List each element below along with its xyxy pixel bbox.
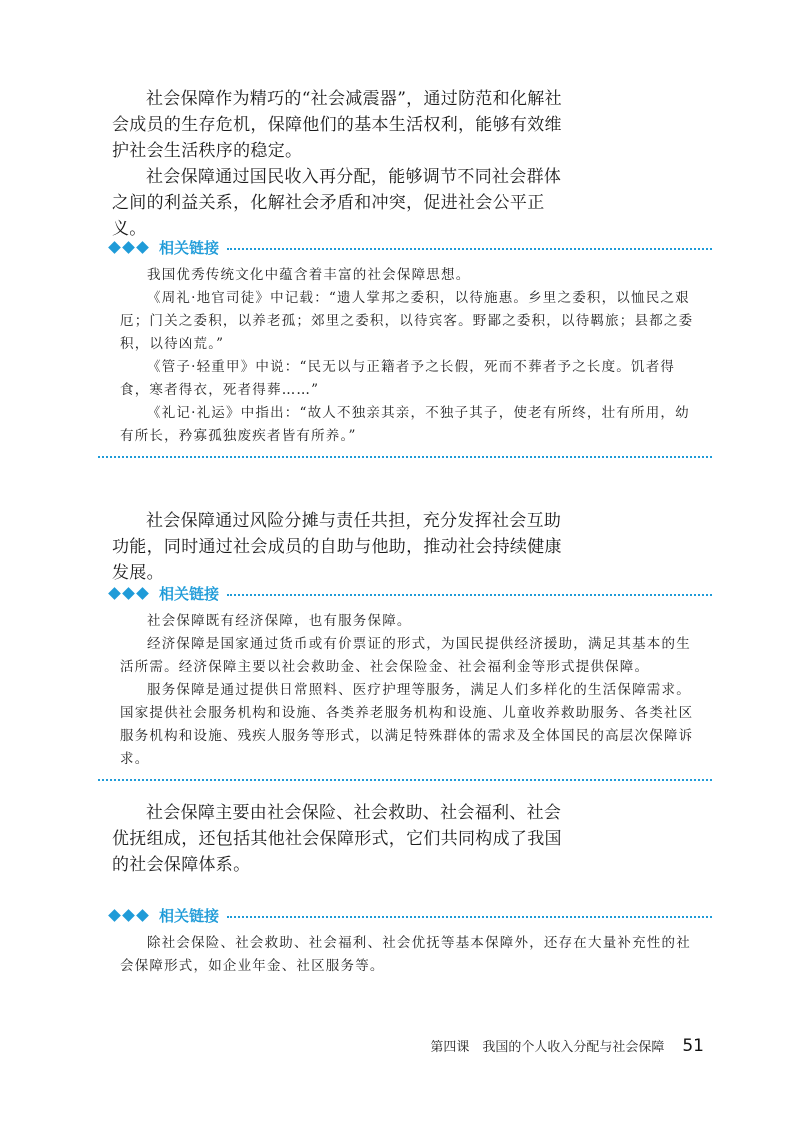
- dotted-divider: [227, 248, 712, 250]
- body-paragraph: 社会保障通过国民收入再分配，能够调节不同社会群体之间的利益关系，化解社会矛盾和冲突，促进社会公平正义。: [112, 167, 562, 239]
- diamond-icon: [122, 241, 135, 254]
- dotted-divider: [227, 594, 712, 596]
- link-paragraph: 经济保障是国家通过货币或有价票证的形式，为国民提供经济援助，满足其基本的生活所需。经济保障主要以社会救助金、社会保险金、社会福利金等形式提供保障。: [120, 636, 691, 675]
- related-link-box-economic-service: [98, 582, 712, 781]
- page-number: 51: [682, 1036, 704, 1056]
- link-paragraph: 我国优秀传统文化中蕴含着丰富的社会保障思想。: [147, 267, 471, 283]
- related-link-header: [98, 904, 712, 926]
- link-paragraph: 除社会保险、社会救助、社会福利、社会优抚等基本保障外，还存在大量补充性的社会保障形式，如企业年金、社区服务等。: [120, 935, 691, 974]
- link-paragraph: 服务保障是通过提供日常照料、医疗护理等服务，满足人们多样化的生活保障需求。国家提供社会服务机构和设施、各类养老服务机构和设施、儿童收养救助服务、各类社区服务机构和设施、残疾人服务等形式，以满足特殊群体的需求及全体国民的高层次保障诉求。: [120, 682, 694, 767]
- page-footer: [400, 1036, 704, 1056]
- link-paragraph: 社会保障既有经济保障，也有服务保障。: [147, 613, 412, 629]
- diamond-icon: [108, 241, 121, 254]
- related-link-header: [98, 582, 712, 604]
- dotted-divider-bottom: [98, 456, 712, 458]
- section-system-composition: [112, 800, 562, 878]
- dotted-divider-bottom: [98, 779, 712, 781]
- diamond-icon: [136, 241, 149, 254]
- related-link-title: 相关链接: [159, 584, 220, 603]
- diamond-marker-group: [98, 243, 147, 252]
- diamond-icon: [122, 587, 135, 600]
- related-link-box-supplementary: [98, 904, 712, 978]
- related-link-body: [98, 932, 712, 978]
- diamond-icon: [108, 909, 121, 922]
- body-paragraph: 社会保障作为精巧的“社会减震器”，通过防范和化解社会成员的生存危机，保障他们的基本生活权利，能够有效维护社会生活秩序的稳定。: [112, 89, 562, 161]
- body-paragraph: 社会保障主要由社会保险、社会救助、社会福利、社会优抚组成，还包括其他社会保障形式，它们共同构成了我国的社会保障体系。: [112, 803, 562, 875]
- diamond-icon: [136, 909, 149, 922]
- dotted-divider: [227, 916, 712, 918]
- diamond-marker-group: [98, 589, 147, 598]
- diamond-icon: [108, 587, 121, 600]
- related-link-title: 相关链接: [159, 238, 220, 257]
- link-paragraph: 《礼记·礼运》中指出：“故人不独亲其亲，不独子其子，使老有所终，壮有所用，幼有所长，矜寡孤独废疾者皆有所养。”: [120, 405, 690, 444]
- related-link-box-traditional-culture: [98, 236, 712, 458]
- link-paragraph: 《管子·轻重甲》中说：“民无以与正籍者予之长假，死而不葬者予之长度。饥者得食，寒者得衣，死者得葬……”: [120, 359, 676, 398]
- chapter-title: 第四课 我国的个人收入分配与社会保障: [430, 1040, 665, 1055]
- link-paragraph: 《周礼·地官司徒》中记载：“遗人掌邦之委积，以待施惠。乡里之委积，以恤民之艰厄；门关之委积，以养老孤；郊里之委积，以待宾客。野鄙之委积，以待羁旅；县都之委积，以待凶荒。”: [120, 290, 694, 352]
- diamond-marker-group: [98, 911, 147, 920]
- related-link-body: [98, 610, 712, 771]
- section-social-stabilizer: [112, 86, 562, 242]
- body-paragraph: 社会保障通过风险分摊与责任共担，充分发挥社会互助功能，同时通过社会成员的自助与他助，推动社会持续健康发展。: [112, 511, 562, 583]
- related-link-header: [98, 236, 712, 258]
- diamond-icon: [122, 909, 135, 922]
- section-risk-sharing: [112, 508, 562, 586]
- related-link-body: [98, 264, 712, 448]
- diamond-icon: [136, 587, 149, 600]
- related-link-title: 相关链接: [159, 906, 220, 925]
